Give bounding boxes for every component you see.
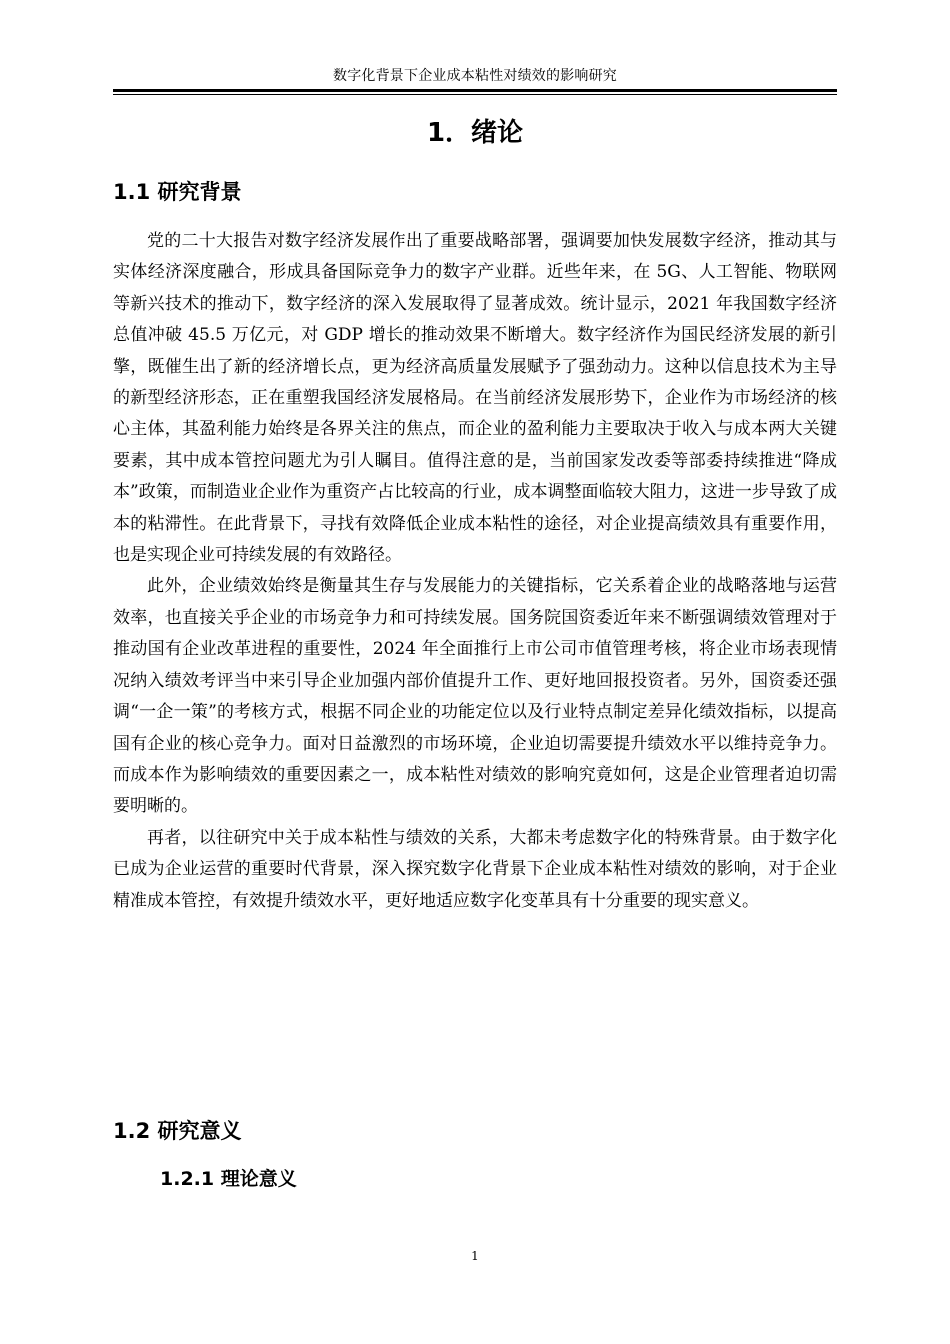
chapter-title: 1．绪论 (426, 118, 524, 148)
subsection-heading-theoretical: 1.2.1 理论意义 (160, 1168, 297, 1190)
header-rule (113, 89, 837, 92)
running-header: 数字化背景下企业成本粘性对绩效的影响研究 (333, 68, 617, 84)
paragraph: 党的二十大报告对数字经济发展作出了重要战略部署，强调要加快发展数字经济，推动其与实体经济深度融合，形成具备国际竞争力的数字产业群。近些年来，在 5G、人工智能、物联网等新兴技术的推动下，数字经济的深入发展取得了显著成效。统计显示，2021 年我国数字经济总值冲破 45.5 万亿元，对 GDP 增长的推动效果不断增大。数字经济作为国民经济发展的新引擎，既催生出了新的经济增长点，更为经济高质量发展赋予了强劲动力。这种以信息技术为主导的新型经济形态，正在重塑我国经济发展格局。在当前经济发展形势下，企业作为市场经济的核心主体，其盈利能力始终是各界关注的焦点，而企业的盈利能力主要取决于收入与成本两大关键要素，其中成本管控问题尤为引人瞩目。值得注意的是，当前国家发改委等部委持续推进“降成本”政策，而制造业企业作为重资产占比较高的行业，成本调整面临较大阻力，这进一步导致了成本的粘滞性。在此背景下，寻找有效降低企业成本粘性的途径，对企业提高绩效具有重要作用，也是实现企业可持续发展的有效路径。 (113, 231, 837, 566)
section-body-background (113, 226, 837, 917)
page-number: 1 (471, 1249, 479, 1263)
paragraph: 再者，以往研究中关于成本粘性与绩效的关系，大都未考虑数字化的特殊背景。由于数字化已成为企业运营的重要时代背景，深入探究数字化背景下企业成本粘性对绩效的影响，对于企业精准成本管控，有效提升绩效水平，更好地适应数字化变革具有十分重要的现实意义。 (113, 827, 837, 911)
header-rule-thin (113, 94, 837, 95)
paragraph: 此外，企业绩效始终是衡量其生存与发展能力的关键指标，它关系着企业的战略落地与运营效率，也直接关乎企业的市场竞争力和可持续发展。国务院国资委近年来不断强调绩效管理对于推动国有企业改革进程的重要性，2024 年全面推行上市公司市值管理考核，将企业市场表现情况纳入绩效考评当中来引导企业加强内部价值提升工作、更好地回报投资者。另外，国资委还强调“一企一策”的考核方式，根据不同企业的功能定位以及行业特点制定差异化绩效指标，以提高国有企业的核心竞争力。面对日益激烈的市场环境，企业迫切需要提升绩效水平以维持竞争力。而成本作为影响绩效的重要因素之一，成本粘性对绩效的影响究竟如何，这是企业管理者迫切需要明晰的。 (113, 576, 837, 817)
section-heading-significance: 1.2 研究意义 (113, 1119, 242, 1143)
section-heading-background: 1.1 研究背景 (113, 180, 242, 204)
